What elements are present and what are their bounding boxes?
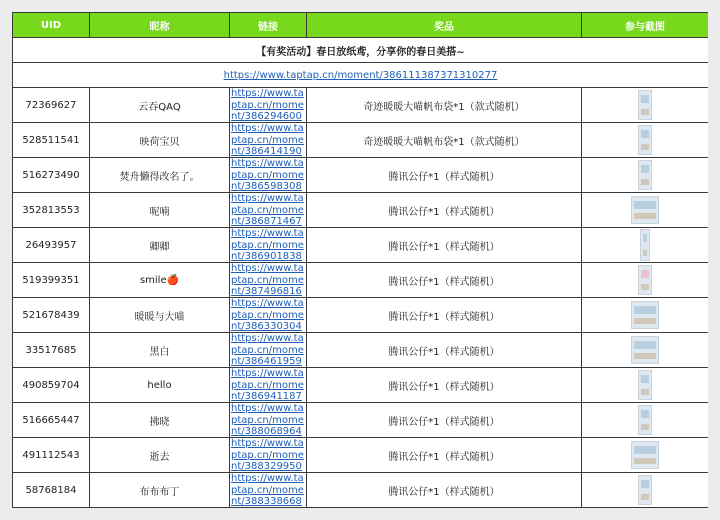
prize-cell: 腾讯公仔*1（样式随机） (307, 333, 582, 368)
banner-row (13, 38, 709, 63)
uid-cell: 516665447 (13, 403, 90, 438)
prize-cell: 腾讯公仔*1（样式随机） (307, 403, 582, 438)
table-row (13, 298, 709, 333)
screenshot-thumbnail[interactable] (638, 265, 652, 295)
table-row (13, 438, 709, 473)
uid-cell: 528511541 (13, 123, 90, 158)
screenshot-thumbnail[interactable] (640, 229, 650, 261)
moment-link[interactable]: https://www.taptap.cn/moment/386871467 (231, 193, 304, 226)
moment-link[interactable]: https://www.taptap.cn/moment/386941187 (231, 368, 304, 401)
prize-cell: 腾讯公仔*1（样式随机） (307, 158, 582, 193)
uid-cell: 33517685 (13, 333, 90, 368)
link-cell (230, 263, 307, 298)
moment-link[interactable]: https://www.taptap.cn/moment/388329950 (231, 438, 304, 471)
link-cell (230, 123, 307, 158)
moment-link[interactable]: https://www.taptap.cn/moment/388068964 (231, 403, 304, 436)
table-row (13, 123, 709, 158)
table-row (13, 333, 709, 368)
link-cell (230, 193, 307, 228)
header-nickname: 昵称 (90, 13, 230, 38)
screenshot-cell (582, 368, 709, 403)
header-row (13, 13, 709, 38)
spreadsheet (12, 12, 708, 508)
table-row (13, 263, 709, 298)
winners-table (12, 12, 708, 508)
screenshot-cell (582, 263, 709, 298)
screenshot-cell (582, 228, 709, 263)
screenshot-thumbnail[interactable] (631, 441, 659, 469)
screenshot-thumbnail[interactable] (638, 405, 652, 435)
screenshot-thumbnail[interactable] (631, 336, 659, 364)
screenshot-thumbnail[interactable] (638, 475, 652, 505)
uid-cell: 58768184 (13, 473, 90, 508)
prize-cell: 腾讯公仔*1（样式随机） (307, 368, 582, 403)
event-banner: 【有奖活动】春日放纸鸢，分享你的春日美搭~ (13, 38, 709, 63)
link-cell (230, 158, 307, 193)
moment-link[interactable]: https://www.taptap.cn/moment/388338668 (231, 473, 304, 506)
screenshot-cell (582, 123, 709, 158)
screenshot-cell (582, 333, 709, 368)
link-cell (230, 88, 307, 123)
screenshot-thumbnail[interactable] (638, 90, 652, 120)
header-prize: 奖品 (307, 13, 582, 38)
nickname-cell: 暖暖与大喵 (90, 298, 230, 333)
prize-cell: 奇迹暖暖大喵帆布袋*1（款式随机） (307, 123, 582, 158)
nickname-cell: 呢喃 (90, 193, 230, 228)
moment-link[interactable]: https://www.taptap.cn/moment/386294600 (231, 88, 304, 121)
uid-cell: 519399351 (13, 263, 90, 298)
table-row (13, 158, 709, 193)
link-cell (230, 403, 307, 438)
uid-cell: 490859704 (13, 368, 90, 403)
link-cell (230, 438, 307, 473)
screenshot-thumbnail[interactable] (638, 370, 652, 400)
moment-link[interactable]: https://www.taptap.cn/moment/386461959 (231, 333, 304, 366)
nickname-cell: hello (90, 368, 230, 403)
event-link[interactable]: https://www.taptap.cn/moment/386111387371310277 (223, 69, 498, 81)
moment-link[interactable]: https://www.taptap.cn/moment/387496816 (231, 263, 304, 296)
moment-link[interactable]: https://www.taptap.cn/moment/386901838 (231, 228, 304, 261)
screenshot-cell (582, 158, 709, 193)
link-cell (230, 333, 307, 368)
table-row (13, 88, 709, 123)
screenshot-cell (582, 403, 709, 438)
nickname-cell: 映荷宝贝 (90, 123, 230, 158)
screenshot-thumbnail[interactable] (631, 196, 659, 224)
screenshot-cell (582, 298, 709, 333)
moment-link[interactable]: https://www.taptap.cn/moment/386414190 (231, 123, 304, 156)
prize-cell: 腾讯公仔*1（样式随机） (307, 473, 582, 508)
screenshot-cell (582, 438, 709, 473)
screenshot-thumbnail[interactable] (638, 125, 652, 155)
prize-cell: 腾讯公仔*1（样式随机） (307, 263, 582, 298)
nickname-cell: 逝去 (90, 438, 230, 473)
link-cell (230, 368, 307, 403)
prize-cell: 奇迹暖暖大喵帆布袋*1（款式随机） (307, 88, 582, 123)
table-row (13, 193, 709, 228)
nickname-cell: smile🍎 (90, 263, 230, 298)
moment-link[interactable]: https://www.taptap.cn/moment/386598308 (231, 158, 304, 191)
link-cell (230, 298, 307, 333)
uid-cell: 521678439 (13, 298, 90, 333)
prize-cell: 腾讯公仔*1（样式随机） (307, 193, 582, 228)
uid-cell: 72369627 (13, 88, 90, 123)
nickname-cell: 卿卿 (90, 228, 230, 263)
screenshot-thumbnail[interactable] (638, 160, 652, 190)
table-row (13, 473, 709, 508)
nickname-cell: 黑白 (90, 333, 230, 368)
nickname-cell: 布布布丁 (90, 473, 230, 508)
screenshot-thumbnail[interactable] (631, 301, 659, 329)
uid-cell: 26493957 (13, 228, 90, 263)
uid-cell: 352813553 (13, 193, 90, 228)
nickname-cell: 云吞QAQ (90, 88, 230, 123)
header-uid: UID (13, 13, 90, 38)
screenshot-cell (582, 193, 709, 228)
uid-cell: 516273490 (13, 158, 90, 193)
prize-cell: 腾讯公仔*1（样式随机） (307, 298, 582, 333)
table-row (13, 403, 709, 438)
nickname-cell: 焚舟懒得改名了。 (90, 158, 230, 193)
screenshot-cell (582, 88, 709, 123)
header-screenshot: 参与截图 (582, 13, 709, 38)
link-cell (230, 473, 307, 508)
nickname-cell: 拂晓 (90, 403, 230, 438)
moment-link[interactable]: https://www.taptap.cn/moment/386330304 (231, 298, 304, 331)
table-row (13, 368, 709, 403)
screenshot-cell (582, 473, 709, 508)
prize-cell: 腾讯公仔*1（样式随机） (307, 228, 582, 263)
link-cell (230, 228, 307, 263)
uid-cell: 491112543 (13, 438, 90, 473)
event-link-row (13, 63, 709, 88)
prize-cell: 腾讯公仔*1（样式随机） (307, 438, 582, 473)
header-link: 链接 (230, 13, 307, 38)
table-row (13, 228, 709, 263)
